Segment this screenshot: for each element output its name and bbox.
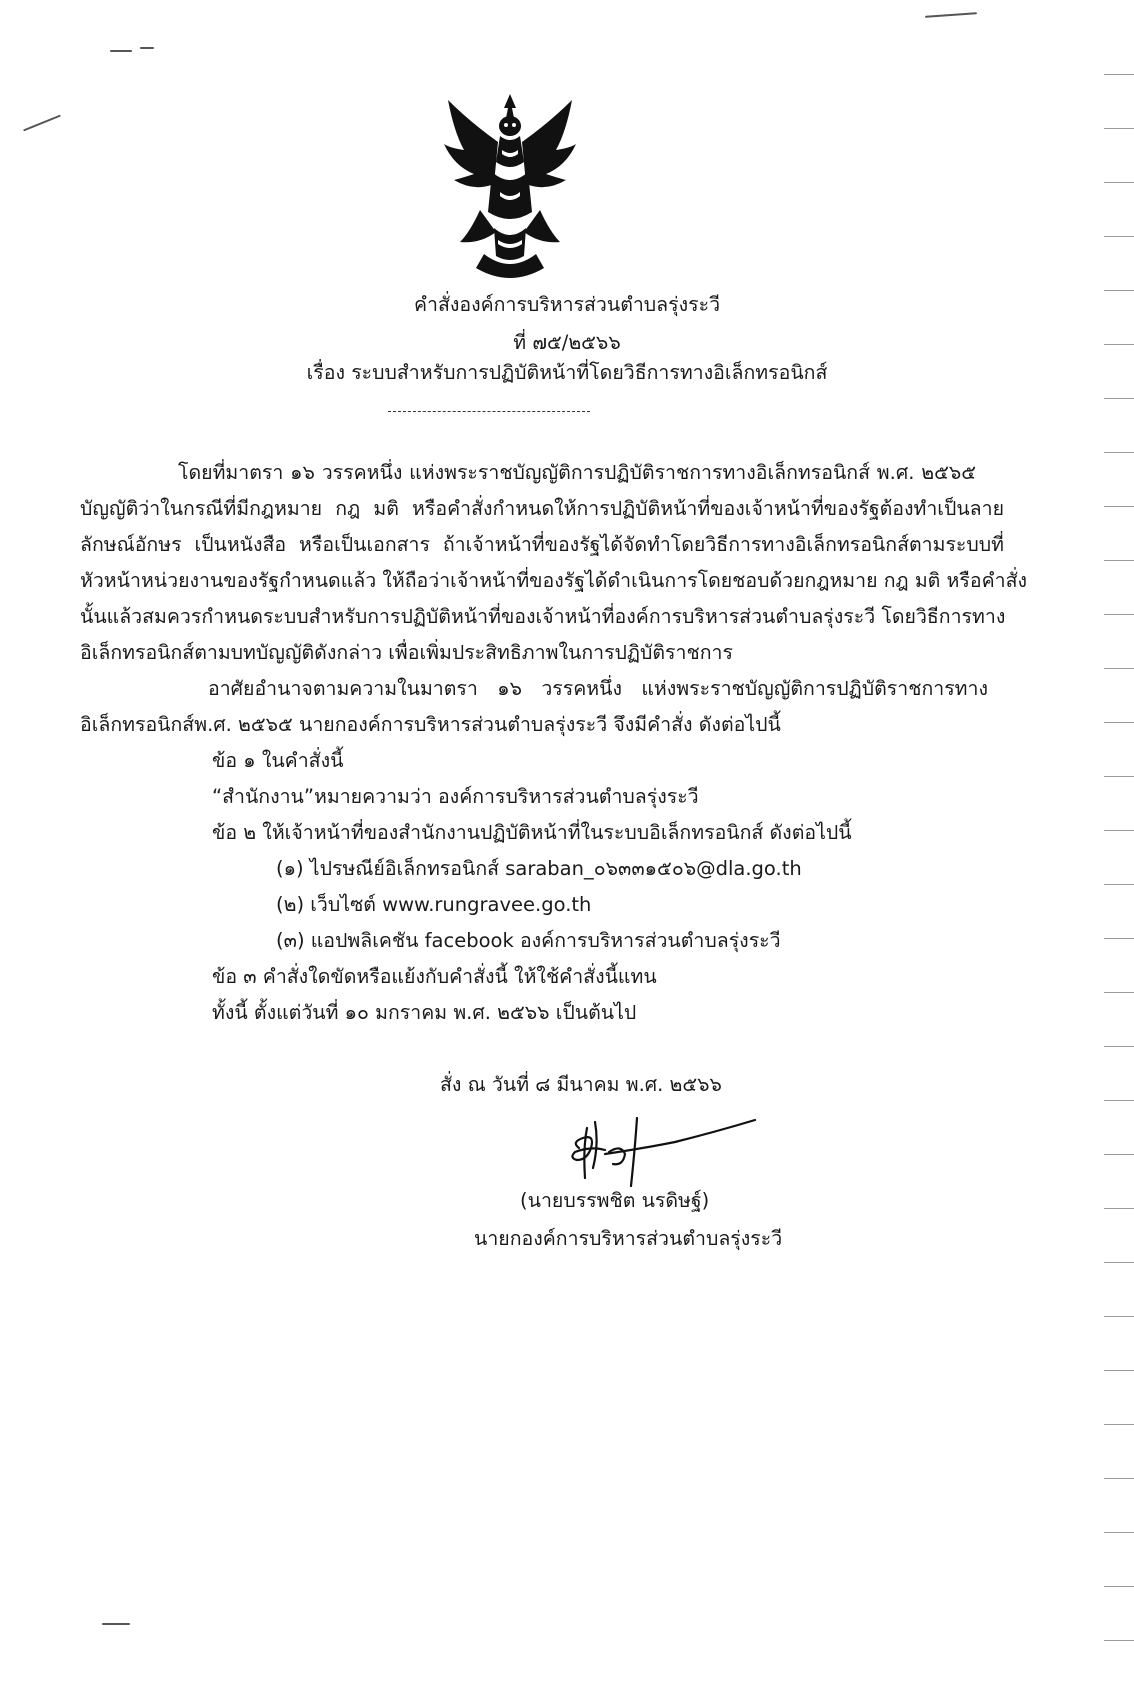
- clause-2-item: (๓) แอปพลิเคชัน facebook องค์การบริหารส่วนตำบลรุ่งระวี: [276, 929, 781, 952]
- clause-2-item: (๑) ไปรษณีย์อิเล็กทรอนิกส์ saraban_๐๖๓๓๑๕๐๖@dla.go.th: [276, 857, 802, 880]
- clause-1-definition: “สำนักงาน”หมายความว่า องค์การบริหารส่วนตำบลรุ่งระวี: [212, 785, 699, 808]
- clause-1-title: ข้อ ๑ ในคำสั่งนี้: [212, 749, 344, 772]
- ruled-line: [1104, 776, 1134, 777]
- signer-name: (นายบรรพชิต นรดิษฐ์): [520, 1189, 710, 1212]
- ruled-line: [1104, 1154, 1134, 1155]
- ruled-line: [1104, 668, 1134, 669]
- ruled-line: [1104, 614, 1134, 615]
- scan-mark: [925, 12, 977, 18]
- scan-mark: [23, 115, 61, 132]
- ruled-line: [1104, 1046, 1134, 1047]
- paragraph-2-line: อิเล็กทรอนิกส์พ.ศ. ๒๕๖๕ นายกองค์การบริหารส่วนตำบลรุ่งระวี จึงมีคำสั่ง ดังต่อไปนี้: [80, 713, 781, 736]
- ruled-line: [1104, 398, 1134, 399]
- scan-mark: [110, 50, 132, 52]
- garuda-emblem-icon: [440, 92, 580, 287]
- paragraph-1-line: หัวหน้าหน่วยงานของรัฐกำหนดแล้ว ให้ถือว่าเจ้าหน้าที่ของรัฐได้ดำเนินการโดยชอบด้วยกฎหมาย กฎ มติ หรือคำสั่ง: [80, 569, 1027, 592]
- paragraph-1-line: บัญญัติว่าในกรณีที่มีกฎหมาย กฎ มติ หรือคำสั่งกำหนดให้การปฏิบัติหน้าที่ของเจ้าหน้าที่ของรัฐต้องทำเป็นลาย: [80, 497, 1004, 520]
- ruled-line: [1104, 1424, 1134, 1425]
- ruled-line: [1104, 1208, 1134, 1209]
- ruled-line: [1104, 992, 1134, 993]
- ruled-line: [1104, 1586, 1134, 1587]
- ruled-line: [1104, 182, 1134, 183]
- ruled-line: [1104, 1640, 1134, 1641]
- paragraph-2-line: อาศัยอำนาจตามความในมาตรา ๑๖ วรรคหนึ่ง แห่งพระราชบัญญัติการปฏิบัติราชการทาง: [208, 677, 988, 700]
- ruled-line: [1104, 452, 1134, 453]
- order-number: ที่ ๗๕/๒๕๖๖: [513, 331, 621, 354]
- clause-3: ข้อ ๓ คำสั่งใดขัดหรือแย้งกับคำสั่งนี้ ให้ใช้คำสั่งนี้แทน: [212, 965, 657, 988]
- ruled-line: [1104, 1532, 1134, 1533]
- scan-mark: [102, 1623, 130, 1625]
- scan-mark: [140, 47, 154, 49]
- ruled-line: [1104, 290, 1134, 291]
- clause-2-title: ข้อ ๒ ให้เจ้าหน้าที่ของสำนักงานปฏิบัติหน้าที่ในระบบอิเล็กทรอนิกส์ ดังต่อไปนี้: [212, 821, 852, 844]
- ruled-line: [1104, 938, 1134, 939]
- ruled-line: [1104, 722, 1134, 723]
- ruled-line: [1104, 830, 1134, 831]
- ruled-line: [1104, 1316, 1134, 1317]
- paragraph-1-line: ลักษณ์อักษร เป็นหนังสือ หรือเป็นเอกสาร ถ้าเจ้าหน้าที่ของรัฐได้จัดทำโดยวิธีการทางอิเล็กทรอนิกส์ตามระบบที่: [80, 533, 1004, 556]
- paragraph-1-line: อิเล็กทรอนิกส์ตามบทบัญญัติดังกล่าว เพื่อเพิ่มประสิทธิภาพในการปฏิบัติราชการ: [80, 641, 733, 664]
- ruled-line: [1104, 236, 1134, 237]
- signer-title: นายกองค์การบริหารส่วนตำบลรุ่งระวี: [474, 1227, 783, 1250]
- ruled-line: [1104, 506, 1134, 507]
- clause-2-item: (๒) เว็บไซต์ www.rungravee.go.th: [276, 893, 592, 916]
- order-heading: คำสั่งองค์การบริหารส่วนตำบลรุ่งระวี: [413, 293, 721, 316]
- paragraph-1-line: นั้นแล้วสมควรกำหนดระบบสำหรับการปฏิบัติหน้าที่ของเจ้าหน้าที่องค์การบริหารส่วนตำบลรุ่งระวี โดยวิธีการทาง: [80, 605, 1006, 628]
- heading-divider: [388, 411, 590, 412]
- ruled-line: [1104, 128, 1134, 129]
- handwritten-signature: [565, 1108, 765, 1188]
- ruled-line: [1104, 1262, 1134, 1263]
- paragraph-1-line: โดยที่มาตรา ๑๖ วรรคหนึ่ง แห่งพระราชบัญญัติการปฏิบัติราชการทางอิเล็กทรอนิกส์ พ.ศ. ๒๕๖๕: [178, 461, 976, 484]
- ruled-line: [1104, 1478, 1134, 1479]
- ruled-line: [1104, 74, 1134, 75]
- ordered-date: สั่ง ณ วันที่ ๘ มีนาคม พ.ศ. ๒๕๖๖: [440, 1073, 722, 1096]
- effective-date: ทั้งนี้ ตั้งแต่วันที่ ๑๐ มกราคม พ.ศ. ๒๕๖๖ เป็นต้นไป: [212, 1001, 637, 1024]
- ruled-line: [1104, 884, 1134, 885]
- ruled-line: [1104, 1100, 1134, 1101]
- order-subject: เรื่อง ระบบสำหรับการปฏิบัติหน้าที่โดยวิธีการทางอิเล็กทรอนิกส์: [306, 361, 828, 384]
- ruled-line: [1104, 1370, 1134, 1371]
- ruled-line: [1104, 560, 1134, 561]
